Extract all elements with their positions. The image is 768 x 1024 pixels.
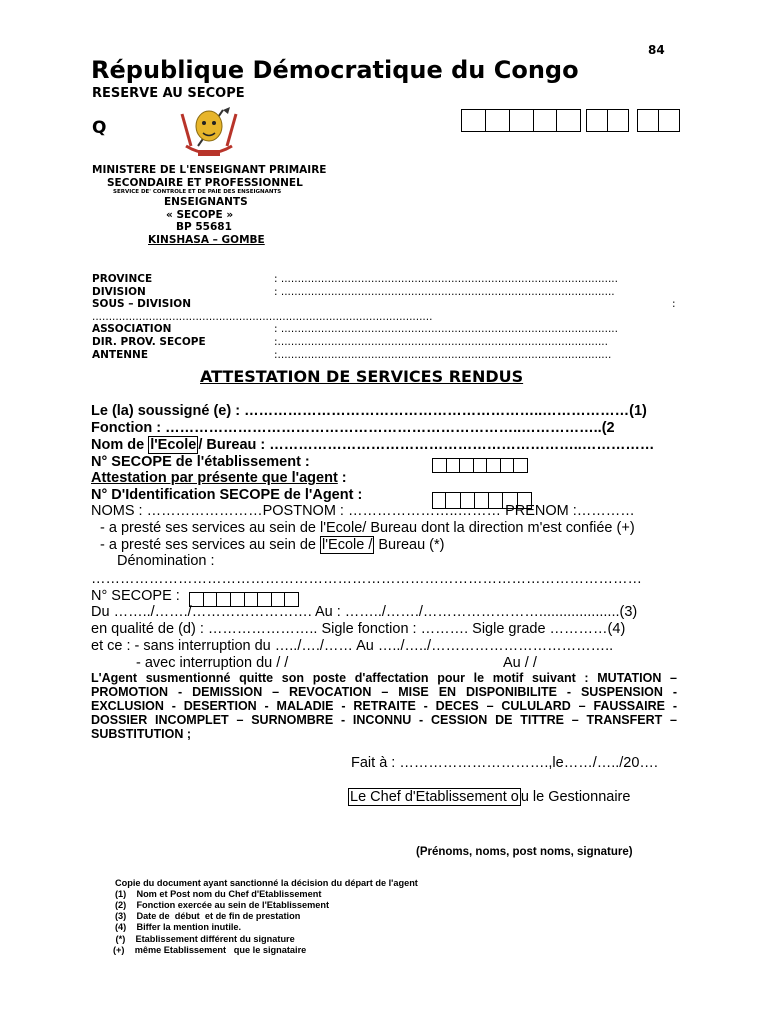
denomination-dots[interactable]: ……………………………………………………………………………………………………: [91, 571, 642, 587]
nom-ecole-line[interactable]: [91, 437, 654, 453]
field-value-province[interactable]: : .....................................................................................................: [274, 273, 618, 285]
secope-code-boxes-3[interactable]: [637, 109, 680, 132]
ministry-line-4: ENSEIGNANTS: [164, 196, 248, 208]
attestation-label: Attestation par présente que l'agent: [91, 470, 338, 486]
avec-interruption-line[interactable]: - avec interruption du / /: [136, 655, 289, 671]
avec-interruption-au[interactable]: Au / /: [503, 655, 537, 671]
preste-line-1[interactable]: - a presté ses services au sein de l'Ecole/ Bureau dont la direction m'est confiée (+): [100, 520, 635, 536]
page-title: République Démocratique du Congo: [91, 56, 579, 84]
footnote-plus: (+) même Etablissement que le signataire: [113, 945, 307, 955]
field-value-sous-division-cont[interactable]: ......................................................................................................: [92, 311, 433, 323]
ecole-word: l'Ecole: [150, 437, 197, 453]
field-value-dir-prov[interactable]: :...................................................................................................: [274, 336, 608, 348]
preste-line-2[interactable]: [100, 537, 444, 553]
soussigne-line[interactable]: Le (la) soussigné (e) : ……………………………………………………..………………(1): [91, 403, 647, 419]
secope-agent-label: N° SECOPE :: [91, 588, 180, 604]
footnote-2: (2) Fonction exercée au sein de l'Etablissement: [115, 900, 330, 910]
ministry-line-6: BP 55681: [176, 221, 232, 233]
field-label-dir-prov: DIR. PROV. SECOPE: [92, 336, 206, 348]
reserve-label: RESERVE AU SECOPE: [92, 86, 245, 101]
noms-line[interactable]: NOMS : ……………………POSTNOM : …………………..……… PRENOM :…………: [91, 503, 635, 519]
coat-of-arms-icon: [176, 106, 242, 160]
chef-rest: u le Gestionnaire: [520, 789, 631, 805]
footnote-star: (*) Etablissement différent du signature: [113, 934, 295, 944]
preste-line-2-suffix: Bureau (*): [374, 537, 445, 553]
secope-code-boxes[interactable]: [461, 109, 581, 132]
nom-ecole-prefix: Nom de: [91, 437, 149, 453]
footnote-1: (1) Nom et Post nom du Chef d'Etablissement: [115, 889, 322, 899]
field-label-antenne: ANTENNE: [92, 349, 148, 361]
page-number: 84: [648, 43, 665, 57]
qualite-line[interactable]: en qualité de (d) : ………………….. Sigle fonction : ………. Sigle grade …………(4): [91, 621, 626, 637]
secope-etablissement-boxes[interactable]: [432, 458, 528, 473]
ministry-line-7: KINSHASA – GOMBE: [148, 234, 265, 246]
fonction-line[interactable]: Fonction : ………………………………………………………………..……………..(2: [91, 420, 615, 436]
field-value-association[interactable]: : .....................................................................................................: [274, 323, 618, 335]
motif-paragraph: L'Agent susmentionné quitte son poste d'affectation pour le motif suivant : MUTATION – PROMOTION - DEMISSION – REVOCATION – MISE EN DISPONIBILITE - SUSPENSION - EXCLUSION - DESERTION - MALADIE - RETRAITE - DECES – CULULARD – FAUSSAIRE - DOSSIER INCOMPLET – SURNOMBRE - INCONNU - CESSION DE TITTRE – TRANSFERT – SUBSTITUTION ;: [91, 671, 677, 741]
ministry-line-5: « SECOPE »: [166, 209, 234, 221]
ministry-line-2: SECONDAIRE ET PROFESSIONNEL: [107, 177, 303, 189]
footnote-3: (3) Date de début et de fin de prestation: [115, 911, 301, 921]
ecole-option: l'Ecole /: [322, 537, 373, 553]
secope-code-boxes-2[interactable]: [586, 109, 629, 132]
attestation-title: ATTESTATION DE SERVICES RENDUS: [200, 367, 524, 386]
field-value-division[interactable]: : ....................................................................................................: [274, 286, 615, 298]
signature-caption: (Prénoms, noms, post noms, signature): [416, 846, 633, 858]
field-value-sous-division[interactable]: :: [672, 298, 676, 310]
footnote-intro: Copie du document ayant sanctionné la décision du départ de l'agent: [115, 878, 418, 888]
field-value-antenne[interactable]: :....................................................................................................: [274, 349, 612, 361]
field-label-province: PROVINCE: [92, 273, 153, 285]
field-label-division: DIVISION: [92, 286, 146, 298]
ministry-line-3: SERVICE DE' CONTROLE ET DE PAIE DES ENSEIGNANTS: [113, 189, 282, 195]
q-label: Q: [92, 118, 107, 138]
chef-line: [348, 789, 630, 805]
attestation-colon: :: [337, 470, 347, 486]
attestation-line: [91, 470, 347, 486]
denomination-label: Dénomination :: [117, 553, 215, 569]
field-label-association: ASSOCIATION: [92, 323, 172, 335]
nom-ecole-suffix: / Bureau : ………………………………………………………..……………: [198, 437, 655, 453]
secope-etablissement-label: N° SECOPE de l'établissement :: [91, 454, 310, 470]
footnote-4: (4) Biffer la mention inutile.: [115, 922, 242, 932]
fait-line[interactable]: Fait à : ………………………….,le……/…../20….: [351, 755, 658, 771]
field-label-sous-division: SOUS – DIVISION: [92, 298, 191, 310]
sans-interruption-line[interactable]: et ce : - sans interruption du …../…./…… Au …../…../………………………………..: [91, 638, 614, 654]
period-line[interactable]: Du ……../……./……………………. Au : ……../……./……………………....................(3): [91, 604, 638, 620]
ministry-line-1: MINISTERE DE L'ENSEIGNANT PRIMAIRE: [92, 164, 327, 176]
preste-line-2-prefix: - a presté ses services au sein de: [100, 537, 321, 553]
identification-label: N° D'Identification SECOPE de l'Agent :: [91, 487, 363, 503]
chef-boxed: Le Chef d'Etablissement o: [350, 789, 519, 805]
